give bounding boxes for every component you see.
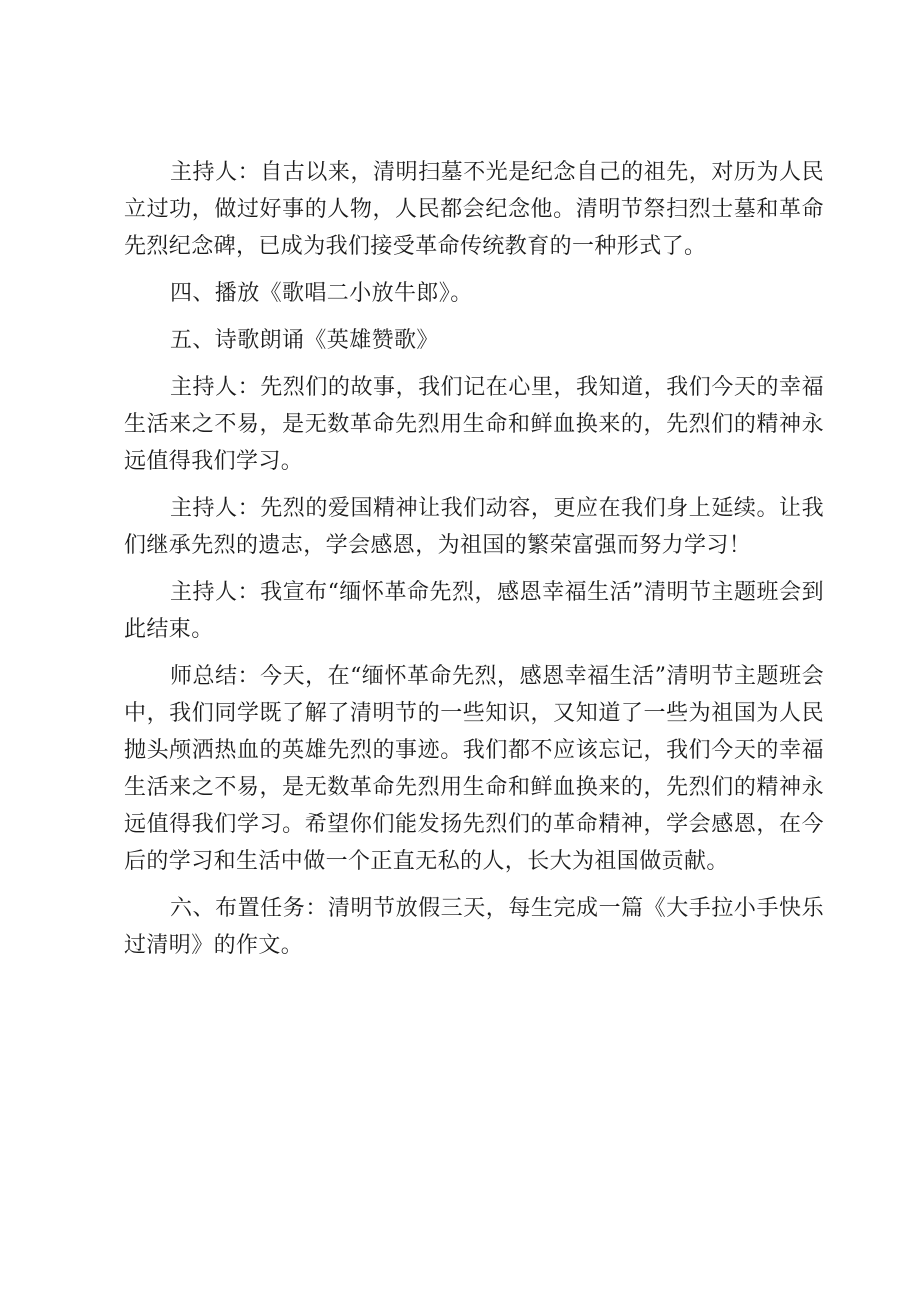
paragraph-teacher-summary: 师总结：今天，在“缅怀革命先烈，感恩幸福生活”清明节主题班会中，我们同学既了解了清明节的一些知识，又知道了一些为祖国为人民抛头颅洒热血的英雄先烈的事迹。我们都不应该忘记，我们今天的幸福生活来之不易，是无数革命先烈用生命和鲜血换来的，先烈们的精神永远值得我们学习。希望你们能发扬先烈们的革命精神，学会感恩，在今后的学习和生活中做一个正直无私的人，长大为祖国做贡献。 — [124, 664, 824, 874]
paragraph-host-intro: 主持人：自古以来，清明扫墓不光是纪念自己的祖先，对历为人民立过功，做过好事的人物，人民都会纪念他。清明节祭扫烈士墓和革命先烈纪念碑，已成为我们接受革命传统教育的一种形式了。 — [124, 160, 824, 259]
paragraph-host-stories: 主持人：先烈们的故事，我们记在心里，我知道，我们今天的幸福生活来之不易，是无数革命先烈用生命和鲜血换来的，先烈们的精神永远值得我们学习。 — [124, 375, 824, 474]
paragraph-host-patriotism: 主持人：先烈的爱国精神让我们动容，更应在我们身上延续。让我们继承先烈的遗志，学会感恩，为祖国的繁荣富强而努力学习！ — [124, 496, 824, 558]
paragraph-host-closing: 主持人：我宣布“缅怀革命先烈，感恩幸福生活”清明节主题班会到此结束。 — [124, 580, 824, 642]
paragraph-item-six: 六、布置任务：清明节放假三天，每生完成一篇《大手拉小手快乐过清明》的作文。 — [124, 896, 824, 958]
paragraph-item-four: 四、播放《歌唱二小放牛郎》。 — [170, 281, 473, 306]
document-page — [124, 154, 824, 974]
paragraph-item-five: 五、诗歌朗诵《英雄赞歌》 — [170, 328, 439, 353]
